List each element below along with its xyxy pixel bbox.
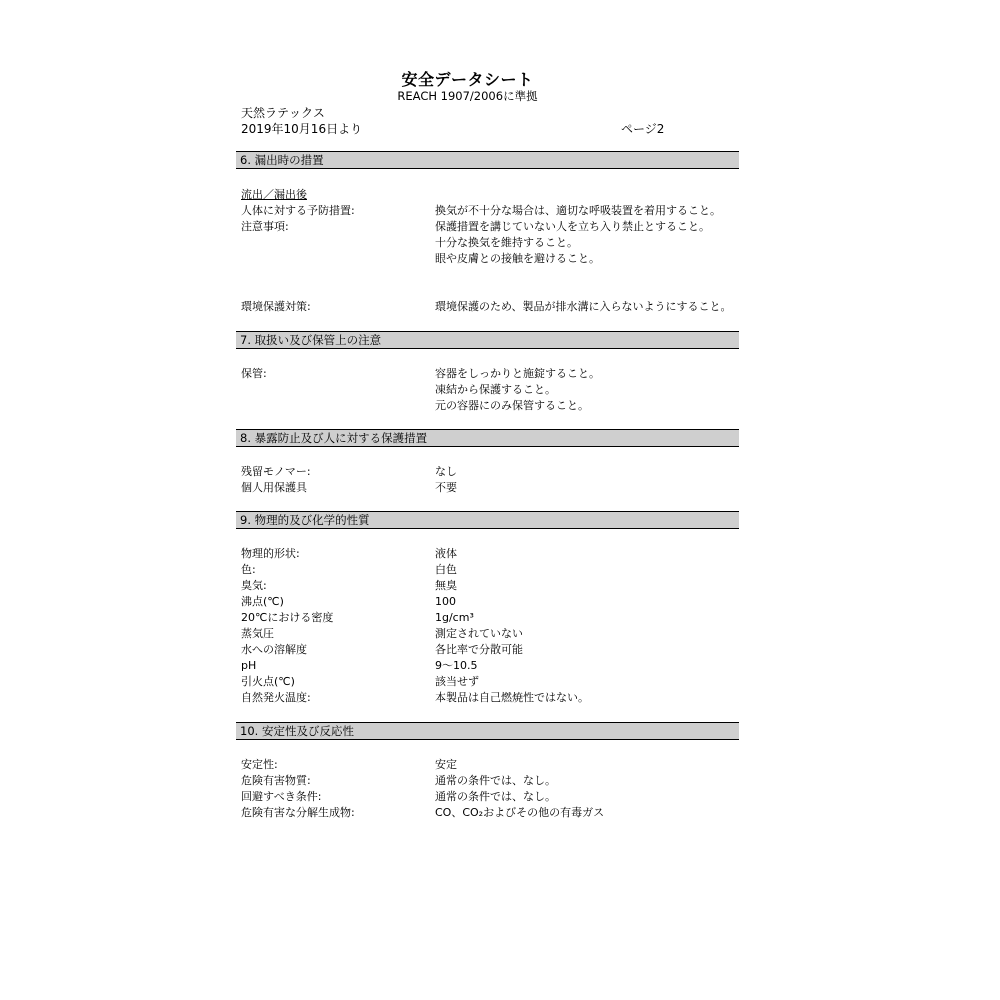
section-10-header: [236, 722, 739, 740]
property-label: 沸点(℃): [241, 595, 284, 608]
caution-value: 保護措置を講じていない人を立ち入り禁止とすること。: [435, 220, 710, 233]
section-9-header: [236, 511, 739, 529]
section-8-header: [236, 429, 739, 447]
section-6-header: [236, 151, 739, 169]
storage-value: 凍結から保護すること。: [435, 383, 556, 396]
property-label: 臭気:: [241, 579, 267, 592]
property-label: 個人用保護具: [241, 481, 307, 494]
page-number: ページ2: [621, 122, 665, 136]
environmental-value: 環境保護のため、製品が排水溝に入らないようにすること。: [435, 300, 732, 313]
product-name: 天然ラテックス: [241, 106, 325, 120]
property-label: 残留モノマー:: [241, 465, 311, 478]
property-value: 安定: [435, 758, 457, 771]
storage-value: 元の容器にのみ保管すること。: [435, 399, 589, 412]
property-label: 蒸気圧: [241, 627, 274, 640]
property-label: 安定性:: [241, 758, 278, 771]
caution-value: 眼や皮膚との接触を避けること。: [435, 252, 600, 265]
property-value: 1g/cm³: [435, 611, 474, 624]
property-label: 危険有害物質:: [241, 774, 311, 787]
section-10-title: 10. 安定性及び反応性: [240, 724, 354, 738]
property-value: 通常の条件では、なし。: [435, 774, 556, 787]
section-8-title: 8. 暴露防止及び人に対する保護措置: [240, 431, 428, 445]
document-subtitle: REACH 1907/2006に準拠: [397, 89, 538, 103]
caution-value: 十分な換気を維持すること。: [435, 236, 578, 249]
property-label: 物理的形状:: [241, 547, 300, 560]
property-label: 色:: [241, 563, 256, 576]
property-value: 白色: [435, 563, 457, 576]
document-title: 安全データシート: [401, 70, 534, 89]
section-7-title: 7. 取扱い及び保管上の注意: [240, 333, 382, 347]
personal-precautions-label: 人体に対する予防措置:: [241, 204, 355, 217]
property-value: 測定されていない: [435, 627, 523, 640]
environmental-label: 環境保護対策:: [241, 300, 311, 313]
effective-date: 2019年10月16日より: [241, 122, 363, 136]
property-value: なし: [435, 465, 457, 478]
property-value: 100: [435, 595, 456, 608]
storage-label: 保管:: [241, 367, 267, 380]
property-value: 不要: [435, 481, 457, 494]
property-value: 該当せず: [435, 675, 479, 688]
section-7-header: [236, 331, 739, 349]
property-value: CO、CO₂およびその他の有毒ガス: [435, 806, 605, 819]
property-label: 引火点(℃): [241, 675, 295, 688]
personal-precautions-value: 換気が不十分な場合は、適切な呼吸装置を着用すること。: [435, 204, 721, 217]
section-6-title: 6. 漏出時の措置: [240, 153, 324, 167]
property-value: 本製品は自己燃焼性ではない。: [435, 691, 589, 704]
section-9-title: 9. 物理的及び化学的性質: [240, 513, 370, 527]
property-value: 9～10.5: [435, 659, 478, 672]
property-label: 危険有害な分解生成物:: [241, 806, 355, 819]
caution-label: 注意事項:: [241, 220, 289, 233]
property-label: 20℃における密度: [241, 611, 334, 624]
property-label: 回避すべき条件:: [241, 790, 322, 803]
property-value: 無臭: [435, 579, 457, 592]
property-value: 各比率で分散可能: [435, 643, 523, 656]
section-6-subheading: 流出／漏出後: [241, 188, 307, 201]
storage-value: 容器をしっかりと施錠すること。: [435, 367, 600, 380]
property-label: pH: [241, 659, 257, 672]
property-value: 液体: [435, 547, 457, 560]
property-value: 通常の条件では、なし。: [435, 790, 556, 803]
property-label: 自然発火温度:: [241, 691, 311, 704]
property-label: 水への溶解度: [241, 643, 307, 656]
